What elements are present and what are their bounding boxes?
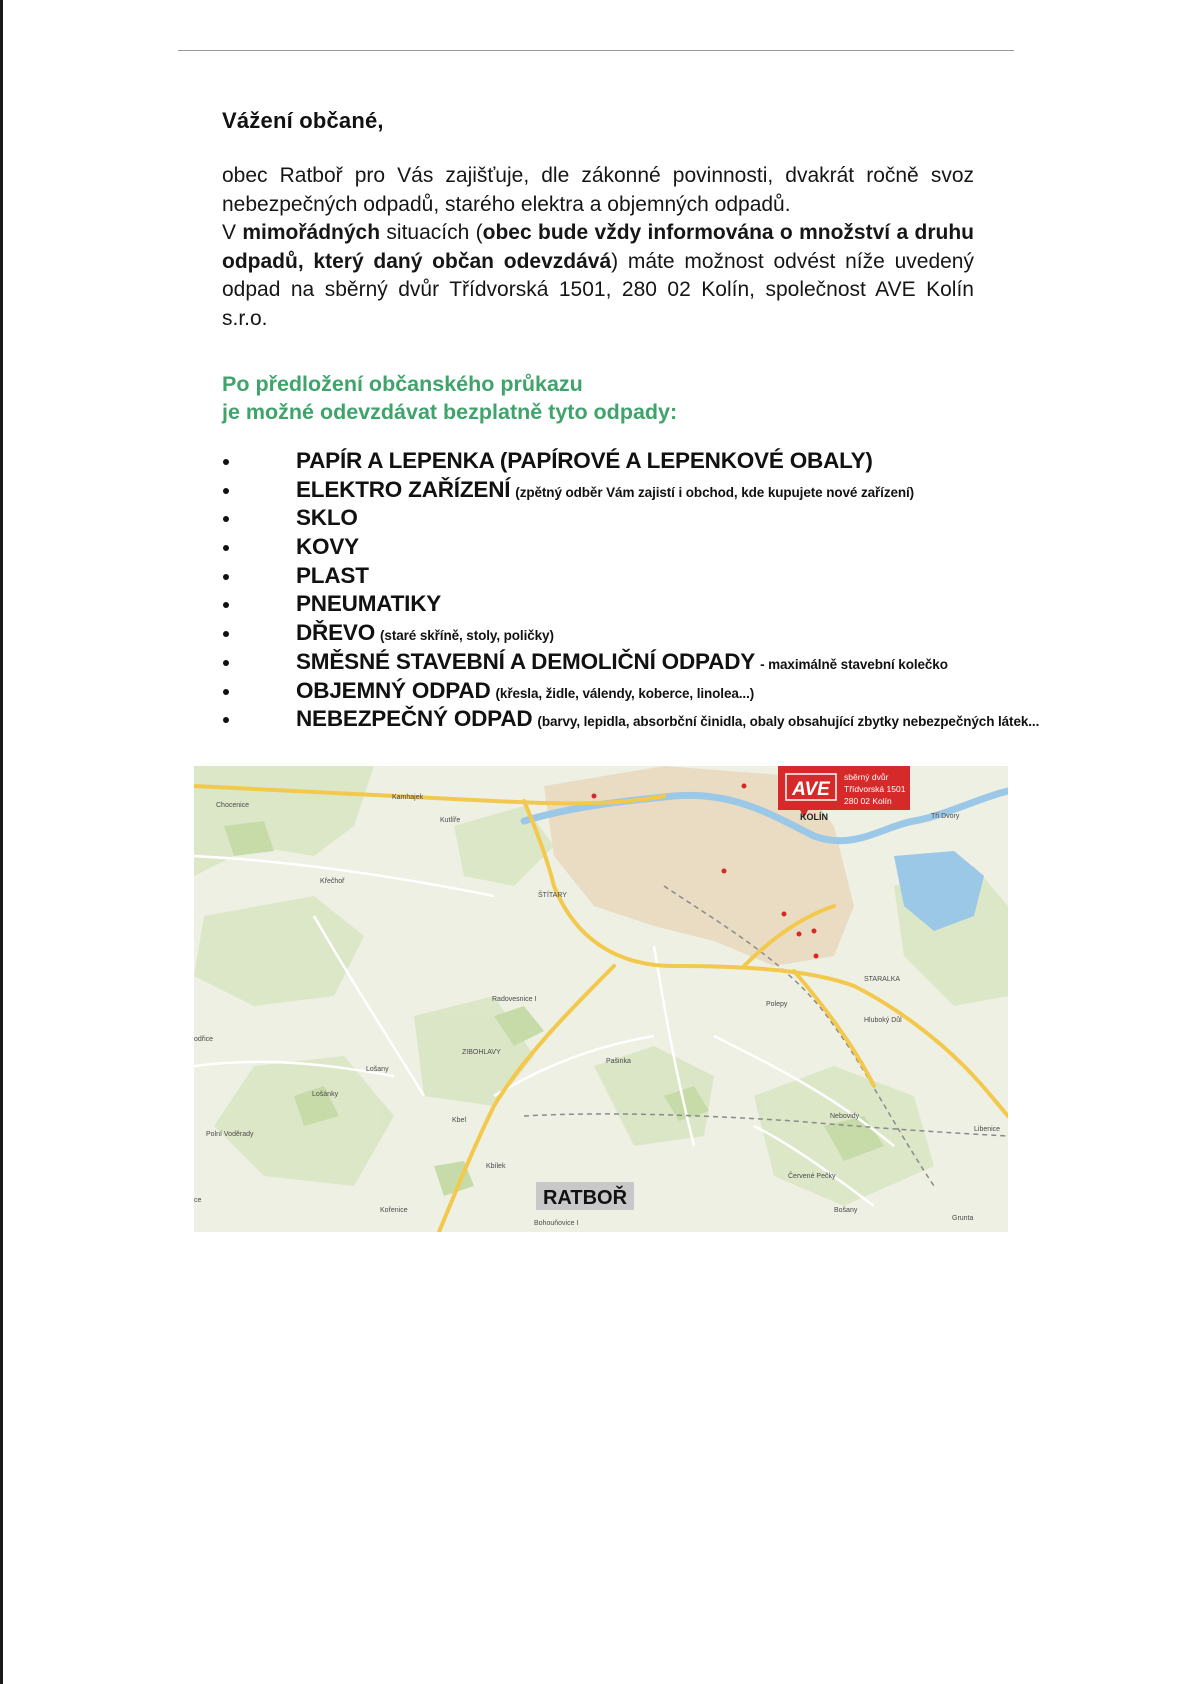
map-label: Polní Voděrady (206, 1131, 254, 1138)
map-label: Radovesnice I (492, 996, 537, 1003)
map-label-kolin: KOLÍN (800, 812, 828, 822)
bullet-icon (223, 574, 229, 580)
scan-edge (0, 0, 3, 1684)
bullet-icon (223, 660, 229, 666)
map-label: Kutlíře (440, 817, 461, 824)
bullet-icon (223, 631, 229, 637)
map-label: Polepy (766, 1001, 788, 1008)
ratbor-label-text: RATBOŘ (542, 1187, 628, 1209)
bullet-icon (223, 602, 229, 608)
map-label: Kbel (452, 1117, 467, 1124)
map-label: Lošánky (312, 1091, 339, 1098)
paragraph-2: V mimořádných situacích (obec bude vždy informována o množství a druhu odpadů, který daný občan odevzdává) máte možnost odvést níže uvedený odpad na sběrný dvůr Třídvorská 1501, 280 02 Kolín, společnost AVE Kolín s.r.o. (222, 221, 974, 330)
bullet-icon (223, 689, 229, 695)
map-label: odřice (194, 1036, 214, 1043)
top-divider (178, 50, 1014, 51)
bullet-icon (223, 488, 229, 494)
map-label: Kbílek (486, 1163, 506, 1170)
free-disposal-heading (222, 370, 677, 426)
map-label: ŠTÍTARY (538, 892, 567, 899)
map-label: Chocenice (216, 802, 250, 809)
bullet-icon (223, 545, 229, 551)
ratbor-label[interactable] (536, 1182, 634, 1210)
map-label: Křečhoř (320, 878, 345, 885)
ave-address-line-1: sběrný dvůr (844, 772, 889, 782)
map-label: Tři Dvory (931, 813, 960, 820)
bullet-icon (223, 459, 229, 465)
map-label: Hluboký Důl (864, 1017, 902, 1024)
paragraph-1: obec Ratboř pro Vás zajišťuje, dle zákonné povinnosti, dvakrát ročně svoz nebezpečných odpadů, starého elektra a objemných odpadů. (222, 164, 974, 216)
bullet-icon (223, 516, 229, 522)
bullet-icon (223, 717, 229, 723)
map-label: Libenice (974, 1126, 1001, 1133)
location-map[interactable] (194, 766, 1008, 1232)
map-label: Pašinka (606, 1058, 631, 1065)
map-label: ce (194, 1197, 202, 1204)
map-label: Červené Pečky (788, 1173, 836, 1180)
ave-logo: AVE (792, 779, 830, 800)
map-label: Grunta (952, 1215, 974, 1222)
green-line-1: Po předložení občanského průkazu (222, 372, 583, 396)
intro-text (222, 162, 974, 333)
map-label: Bošany (834, 1207, 858, 1214)
map-label: STARALKA (864, 976, 901, 983)
ave-address-line-2: Třídvorská 1501 (844, 784, 906, 794)
map-label: Nebovidy (830, 1113, 860, 1120)
ave-address-line-3: 280 02 Kolín (844, 796, 892, 806)
map-label: ZIBOHLAVY (462, 1049, 501, 1056)
green-line-2: je možné odevzdávat bezplatně tyto odpady: (222, 400, 678, 424)
map-label: Kamhajek (392, 794, 424, 801)
map-label: Lošany (366, 1066, 389, 1073)
greeting: Vážení občané, (222, 108, 384, 133)
map-label: Bohouňovice I (534, 1220, 579, 1227)
map-label: Kořenice (380, 1207, 408, 1214)
